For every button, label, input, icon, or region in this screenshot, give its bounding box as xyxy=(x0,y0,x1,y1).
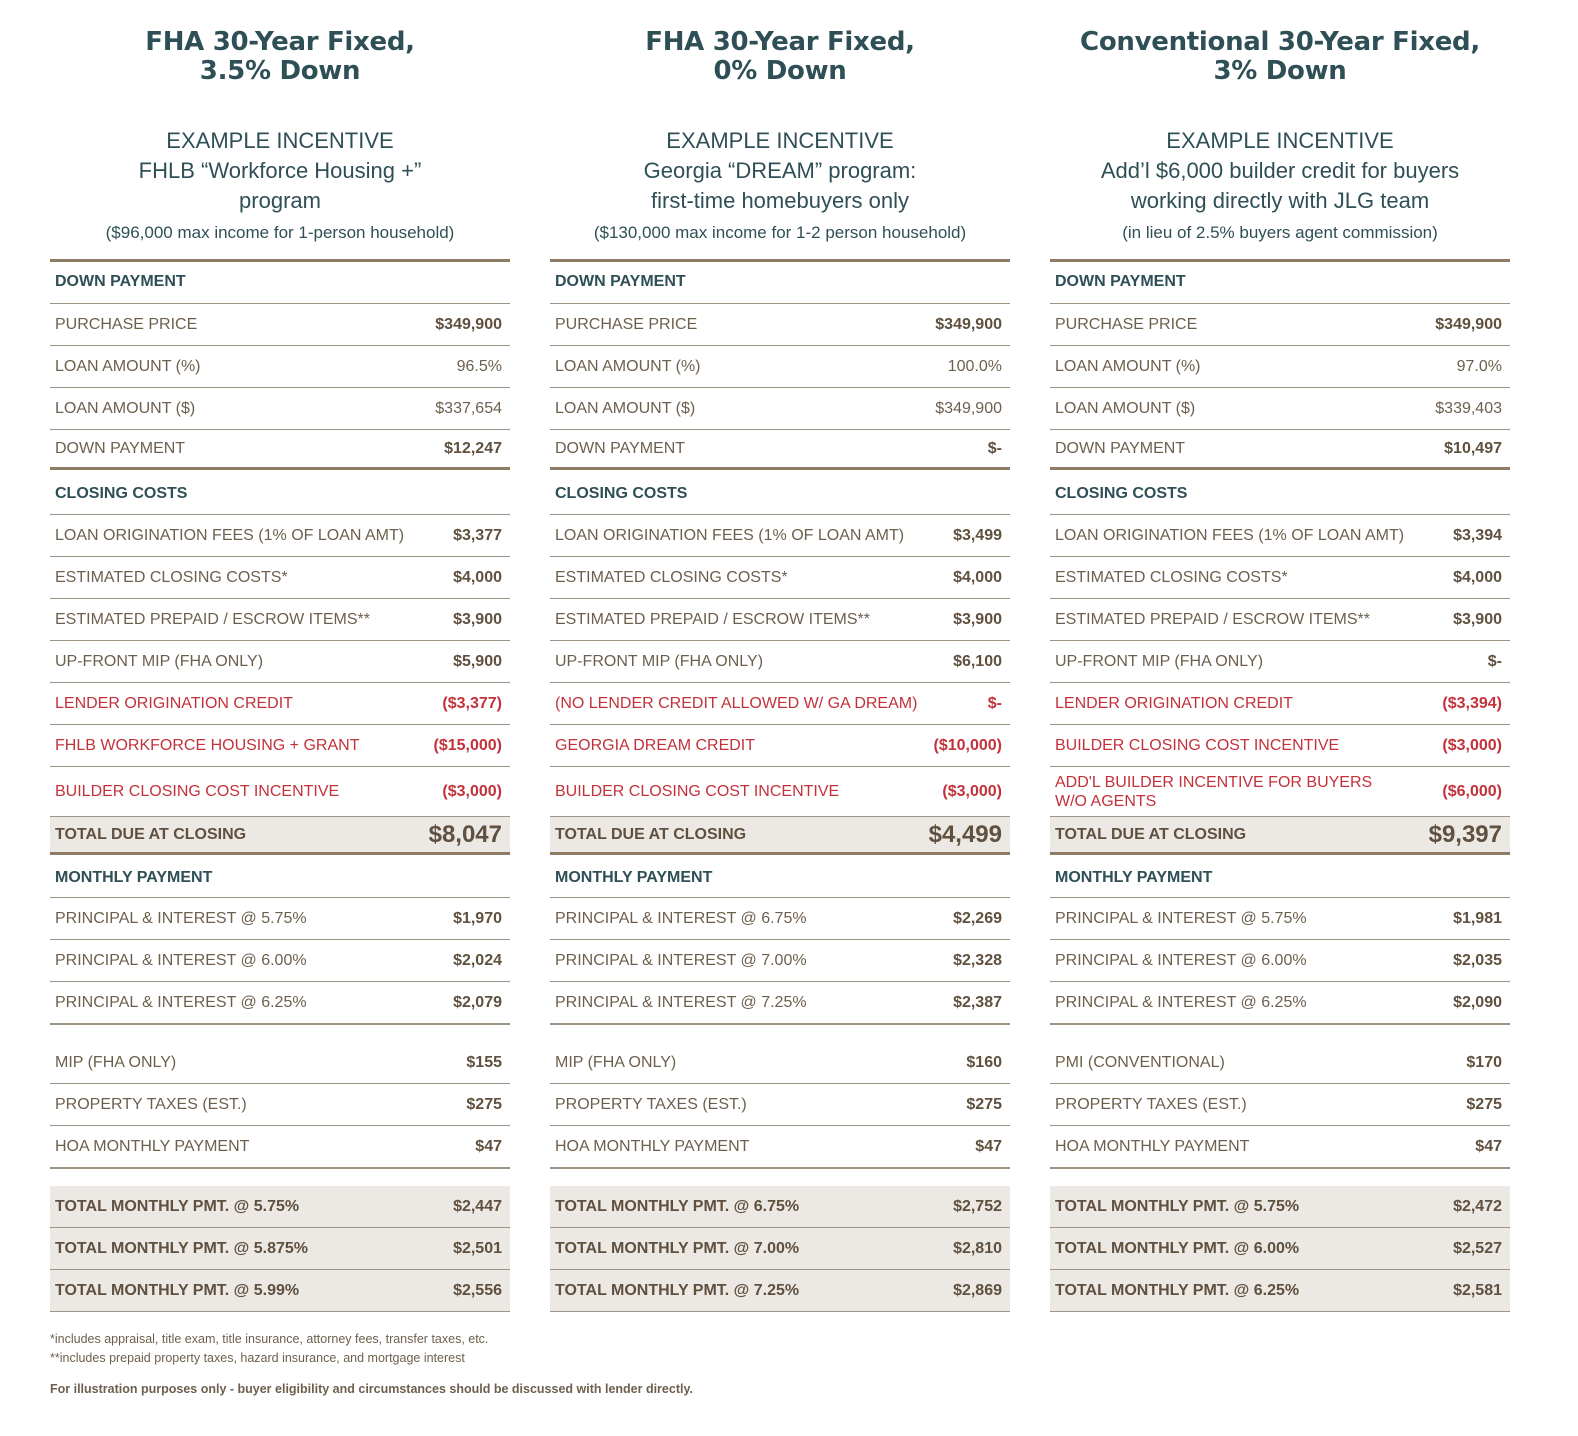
divider xyxy=(1050,1168,1510,1169)
table-row xyxy=(550,1270,1010,1312)
row-label: MIP (FHA ONLY) xyxy=(555,1054,677,1071)
row-label: (NO LENDER CREDIT ALLOWED W/ GA DREAM) xyxy=(555,695,918,712)
table-row xyxy=(550,898,1010,940)
footnote-prepaid: **includes prepaid property taxes, hazard insurance, and mortgage interest xyxy=(50,1351,465,1365)
table-row xyxy=(50,346,510,388)
table-row xyxy=(550,940,1010,982)
incentive-note: ($130,000 max income for 1-2 person household) xyxy=(593,223,967,242)
row-value: $3,900 xyxy=(953,610,1002,628)
row-label: TOTAL MONTHLY PMT. @ 5.875% xyxy=(55,1240,308,1257)
incentive-note: (in lieu of 2.5% buyers agent commission) xyxy=(1122,223,1438,242)
row-label: ESTIMATED PREPAID / ESCROW ITEMS** xyxy=(555,611,870,628)
row-label: TOTAL MONTHLY PMT. @ 5.99% xyxy=(55,1282,300,1299)
incentive-program: working directly with JLG team xyxy=(1130,188,1430,213)
incentive-program: FHLB “Workforce Housing +” xyxy=(138,158,422,183)
row-value: ($3,377) xyxy=(442,694,502,712)
divider xyxy=(550,1024,1010,1025)
section-heading-label: MONTHLY PAYMENT xyxy=(555,868,713,886)
table-row xyxy=(550,683,1010,725)
table-row xyxy=(50,430,510,470)
row-value: $3,900 xyxy=(1453,610,1502,628)
row-label: PRINCIPAL & INTEREST @ 7.25% xyxy=(555,994,807,1011)
row-value: $8,047 xyxy=(428,820,502,848)
row-label: LOAN AMOUNT (%) xyxy=(555,358,701,375)
table-row xyxy=(1050,1084,1510,1126)
table-row xyxy=(50,898,510,940)
row-value: $10,497 xyxy=(1444,439,1502,457)
row-label: TOTAL DUE AT CLOSING xyxy=(1055,826,1247,843)
row-label: ESTIMATED CLOSING COSTS* xyxy=(555,569,788,586)
table-row xyxy=(550,304,1010,346)
column-title xyxy=(50,28,510,86)
table-row xyxy=(50,940,510,982)
section-heading-label: DOWN PAYMENT xyxy=(1055,273,1186,290)
row-label: UP-FRONT MIP (FHA ONLY) xyxy=(555,653,764,670)
table-row xyxy=(50,557,510,599)
table-row xyxy=(550,1042,1010,1084)
row-value: $2,447 xyxy=(453,1197,502,1215)
section-heading-label: DOWN PAYMENT xyxy=(555,273,686,290)
row-value: $349,900 xyxy=(1435,315,1502,333)
row-label: HOA MONTHLY PAYMENT xyxy=(1055,1138,1250,1155)
divider xyxy=(550,1168,1010,1169)
table-row xyxy=(1050,1228,1510,1270)
row-value: $3,900 xyxy=(453,610,502,628)
row-label: PRINCIPAL & INTEREST @ 6.00% xyxy=(55,952,307,969)
table-row xyxy=(550,725,1010,767)
row-value: $160 xyxy=(966,1053,1002,1071)
incentive-program: first-time homebuyers only xyxy=(651,188,909,213)
row-value: $- xyxy=(987,694,1002,712)
row-label: LOAN ORIGINATION FEES (1% OF LOAN AMT) xyxy=(55,527,405,544)
row-value: $349,900 xyxy=(935,315,1002,333)
row-value: $2,079 xyxy=(453,993,502,1011)
row-label: PRINCIPAL & INTEREST @ 7.00% xyxy=(555,952,807,969)
row-label: LOAN AMOUNT ($) xyxy=(1055,400,1196,417)
table-row xyxy=(50,515,510,557)
table-row xyxy=(1050,304,1510,346)
row-label: PRINCIPAL & INTEREST @ 5.75% xyxy=(1055,910,1307,927)
row-label: TOTAL MONTHLY PMT. @ 5.75% xyxy=(55,1198,300,1215)
row-value: ($3,000) xyxy=(942,782,1002,800)
section-heading-label: DOWN PAYMENT xyxy=(55,273,186,290)
row-value: $2,035 xyxy=(1453,951,1502,969)
table-row xyxy=(550,1186,1010,1228)
row-label: BUILDER CLOSING COST INCENTIVE xyxy=(1055,737,1340,754)
row-value: $339,403 xyxy=(1435,399,1502,417)
row-value: $2,472 xyxy=(1453,1197,1502,1215)
row-label: PURCHASE PRICE xyxy=(55,316,198,333)
row-value: $3,394 xyxy=(1453,526,1502,544)
row-label: PROPERTY TAXES (EST.) xyxy=(555,1096,747,1113)
table-row xyxy=(1050,346,1510,388)
table-row xyxy=(1050,388,1510,430)
table-row xyxy=(550,1228,1010,1270)
row-label: TOTAL MONTHLY PMT. @ 6.75% xyxy=(555,1198,800,1215)
row-value: $3,377 xyxy=(453,526,502,544)
table-row xyxy=(1050,767,1510,817)
row-label: ESTIMATED CLOSING COSTS* xyxy=(55,569,288,586)
table-row xyxy=(550,1126,1010,1168)
row-label: LOAN AMOUNT ($) xyxy=(55,400,196,417)
incentive-heading: EXAMPLE INCENTIVE xyxy=(666,128,894,153)
row-label: TOTAL MONTHLY PMT. @ 6.25% xyxy=(1055,1282,1300,1299)
row-label: TOTAL MONTHLY PMT. @ 7.25% xyxy=(555,1282,800,1299)
column-title-line: FHA 30-Year Fixed, xyxy=(145,27,415,57)
section-heading xyxy=(550,261,1010,304)
row-label: PMI (CONVENTIONAL) xyxy=(1055,1054,1225,1071)
section-heading xyxy=(50,473,510,515)
footnote-closing-costs: *includes appraisal, title exam, title insurance, attorney fees, transfer taxes, etc. xyxy=(50,1332,489,1346)
row-label: ESTIMATED PREPAID / ESCROW ITEMS** xyxy=(55,611,370,628)
divider xyxy=(50,1168,510,1169)
incentive-block xyxy=(1050,126,1510,248)
row-value: $170 xyxy=(1466,1053,1502,1071)
table-row xyxy=(1050,1270,1510,1312)
row-label: PROPERTY TAXES (EST.) xyxy=(1055,1096,1247,1113)
table-row xyxy=(50,1084,510,1126)
table-row xyxy=(550,430,1010,470)
row-label: ESTIMATED PREPAID / ESCROW ITEMS** xyxy=(1055,611,1370,628)
row-value: 96.5% xyxy=(456,357,502,375)
table-row xyxy=(550,641,1010,683)
row-label: GEORGIA DREAM CREDIT xyxy=(555,737,756,754)
table-row xyxy=(1050,1186,1510,1228)
row-label: LOAN ORIGINATION FEES (1% OF LOAN AMT) xyxy=(1055,527,1405,544)
table-row xyxy=(50,725,510,767)
section-heading xyxy=(50,858,510,898)
table-row xyxy=(1050,725,1510,767)
section-heading-label: CLOSING COSTS xyxy=(55,484,188,502)
row-value: $2,752 xyxy=(953,1197,1002,1215)
table-row xyxy=(1050,641,1510,683)
table-row xyxy=(50,1126,510,1168)
section-heading-label: CLOSING COSTS xyxy=(1055,484,1188,502)
row-label: PRINCIPAL & INTEREST @ 6.00% xyxy=(1055,952,1307,969)
row-value: $1,970 xyxy=(453,909,502,927)
row-value: $- xyxy=(1487,652,1502,670)
row-value: ($3,394) xyxy=(1442,694,1502,712)
table-row xyxy=(50,982,510,1024)
row-label: PURCHASE PRICE xyxy=(555,316,698,333)
row-label: ESTIMATED CLOSING COSTS* xyxy=(1055,569,1288,586)
table-row xyxy=(50,1186,510,1228)
table-row xyxy=(550,767,1010,817)
row-label: BUILDER CLOSING COST INCENTIVE xyxy=(55,783,340,800)
table-row xyxy=(1050,683,1510,725)
row-label: LOAN AMOUNT (%) xyxy=(55,358,201,375)
divider xyxy=(1050,1024,1510,1025)
row-value: $4,000 xyxy=(953,568,1002,586)
row-label: DOWN PAYMENT xyxy=(1055,440,1186,457)
table-row xyxy=(50,767,510,817)
table-row xyxy=(50,599,510,641)
row-value: $47 xyxy=(475,1137,502,1155)
row-label: TOTAL MONTHLY PMT. @ 6.00% xyxy=(1055,1240,1300,1257)
table-row xyxy=(1050,515,1510,557)
table-row xyxy=(1050,1042,1510,1084)
row-value: $4,000 xyxy=(1453,568,1502,586)
section-heading xyxy=(50,261,510,304)
row-label: PURCHASE PRICE xyxy=(1055,316,1198,333)
row-value: $2,581 xyxy=(1453,1281,1502,1299)
row-label: PRINCIPAL & INTEREST @ 6.75% xyxy=(555,910,807,927)
section-heading xyxy=(550,473,1010,515)
row-value: $2,328 xyxy=(953,951,1002,969)
table-row xyxy=(50,1270,510,1312)
row-value: 97.0% xyxy=(1456,357,1502,375)
row-value: $349,900 xyxy=(935,399,1002,417)
incentive-note: ($96,000 max income for 1-person household) xyxy=(105,223,455,242)
table-row xyxy=(550,515,1010,557)
table-row xyxy=(550,346,1010,388)
table-row xyxy=(50,304,510,346)
incentive-block xyxy=(50,126,510,248)
row-label: TOTAL MONTHLY PMT. @ 7.00% xyxy=(555,1240,800,1257)
disclaimer: For illustration purposes only - buyer eligibility and circumstances should be discussed with lender directly. xyxy=(50,1382,693,1396)
row-label: TOTAL DUE AT CLOSING xyxy=(555,826,747,843)
row-label: ADD'L BUILDER INCENTIVE FOR BUYERS W/O AGENTS xyxy=(1055,773,1373,810)
row-value: $2,024 xyxy=(453,951,502,969)
column-title-line: 3% Down xyxy=(1213,56,1347,86)
row-value: ($3,000) xyxy=(1442,736,1502,754)
incentive-program: Add’l $6,000 builder credit for buyers xyxy=(1100,158,1460,183)
row-label: LENDER ORIGINATION CREDIT xyxy=(55,695,293,712)
row-value: $47 xyxy=(1475,1137,1502,1155)
section-heading-label: MONTHLY PAYMENT xyxy=(55,868,213,886)
table-row xyxy=(1050,940,1510,982)
row-label: UP-FRONT MIP (FHA ONLY) xyxy=(1055,653,1264,670)
column-title-line: FHA 30-Year Fixed, xyxy=(645,27,915,57)
table-row xyxy=(550,817,1010,855)
table-row xyxy=(550,1084,1010,1126)
row-value: $2,869 xyxy=(953,1281,1002,1299)
column-title-line: Conventional 30-Year Fixed, xyxy=(1080,27,1480,57)
row-value: $4,000 xyxy=(453,568,502,586)
row-label: TOTAL DUE AT CLOSING xyxy=(55,826,247,843)
table-row xyxy=(50,1042,510,1084)
table-row xyxy=(50,388,510,430)
incentive-program: program xyxy=(239,188,321,213)
row-value: ($6,000) xyxy=(1442,782,1502,800)
row-value: $2,090 xyxy=(1453,993,1502,1011)
row-value: $275 xyxy=(966,1095,1002,1113)
table-row xyxy=(1050,982,1510,1024)
row-value: ($10,000) xyxy=(933,736,1002,754)
row-value: $4,499 xyxy=(928,820,1002,848)
row-value: $275 xyxy=(466,1095,502,1113)
table-row xyxy=(1050,557,1510,599)
row-label: LOAN AMOUNT ($) xyxy=(555,400,696,417)
table-row xyxy=(50,1228,510,1270)
row-label: DOWN PAYMENT xyxy=(55,440,186,457)
table-row xyxy=(1050,1126,1510,1168)
row-value: $3,499 xyxy=(953,526,1002,544)
row-label: BUILDER CLOSING COST INCENTIVE xyxy=(555,783,840,800)
row-value: $2,810 xyxy=(953,1239,1002,1257)
row-value: ($3,000) xyxy=(442,782,502,800)
row-value: $2,269 xyxy=(953,909,1002,927)
row-label: UP-FRONT MIP (FHA ONLY) xyxy=(55,653,264,670)
table-row xyxy=(1050,898,1510,940)
row-value: $5,900 xyxy=(453,652,502,670)
row-label: FHLB WORKFORCE HOUSING + GRANT xyxy=(55,737,360,754)
table-row xyxy=(50,817,510,855)
row-label: HOA MONTHLY PAYMENT xyxy=(555,1138,750,1155)
row-label: LOAN AMOUNT (%) xyxy=(1055,358,1201,375)
incentive-heading: EXAMPLE INCENTIVE xyxy=(166,128,394,153)
row-value: $9,397 xyxy=(1428,820,1502,848)
incentive-block xyxy=(550,126,1010,248)
row-value: $2,556 xyxy=(453,1281,502,1299)
row-value: 100.0% xyxy=(947,357,1002,375)
row-label: PRINCIPAL & INTEREST @ 6.25% xyxy=(55,994,307,1011)
row-label: PRINCIPAL & INTEREST @ 5.75% xyxy=(55,910,307,927)
row-value: $155 xyxy=(466,1053,502,1071)
row-value: $1,981 xyxy=(1453,909,1502,927)
section-heading-label: MONTHLY PAYMENT xyxy=(1055,868,1213,886)
table-row xyxy=(50,641,510,683)
row-value: ($15,000) xyxy=(433,736,502,754)
table-row xyxy=(1050,599,1510,641)
section-heading-label: CLOSING COSTS xyxy=(555,484,688,502)
row-label: LOAN ORIGINATION FEES (1% OF LOAN AMT) xyxy=(555,527,905,544)
row-value: $337,654 xyxy=(435,399,502,417)
row-value: $47 xyxy=(975,1137,1002,1155)
row-value: $6,100 xyxy=(953,652,1002,670)
row-label: LENDER ORIGINATION CREDIT xyxy=(1055,695,1293,712)
row-label: PRINCIPAL & INTEREST @ 6.25% xyxy=(1055,994,1307,1011)
divider xyxy=(50,1024,510,1025)
row-label: HOA MONTHLY PAYMENT xyxy=(55,1138,250,1155)
incentive-heading: EXAMPLE INCENTIVE xyxy=(1166,128,1394,153)
table-row xyxy=(550,388,1010,430)
row-value: $275 xyxy=(1466,1095,1502,1113)
row-value: $- xyxy=(987,439,1002,457)
table-row xyxy=(50,683,510,725)
row-value: $2,527 xyxy=(1453,1239,1502,1257)
table-row xyxy=(550,599,1010,641)
section-heading xyxy=(1050,473,1510,515)
section-heading xyxy=(1050,858,1510,898)
row-label: TOTAL MONTHLY PMT. @ 5.75% xyxy=(1055,1198,1300,1215)
footnotes xyxy=(50,1330,488,1368)
row-value: $2,387 xyxy=(953,993,1002,1011)
column-title-line: 3.5% Down xyxy=(199,56,361,86)
row-value: $2,501 xyxy=(453,1239,502,1257)
row-label: MIP (FHA ONLY) xyxy=(55,1054,177,1071)
row-value: $12,247 xyxy=(444,439,502,457)
column-title xyxy=(1050,28,1510,86)
table-row xyxy=(550,982,1010,1024)
incentive-program: Georgia “DREAM” program: xyxy=(643,158,917,183)
table-row xyxy=(550,557,1010,599)
table-row xyxy=(1050,430,1510,470)
column-title-line: 0% Down xyxy=(713,56,847,86)
row-label: PROPERTY TAXES (EST.) xyxy=(55,1096,247,1113)
section-heading xyxy=(550,858,1010,898)
column-title xyxy=(550,28,1010,86)
row-value: $349,900 xyxy=(435,315,502,333)
row-label: DOWN PAYMENT xyxy=(555,440,686,457)
table-row xyxy=(1050,817,1510,855)
section-heading xyxy=(1050,261,1510,304)
